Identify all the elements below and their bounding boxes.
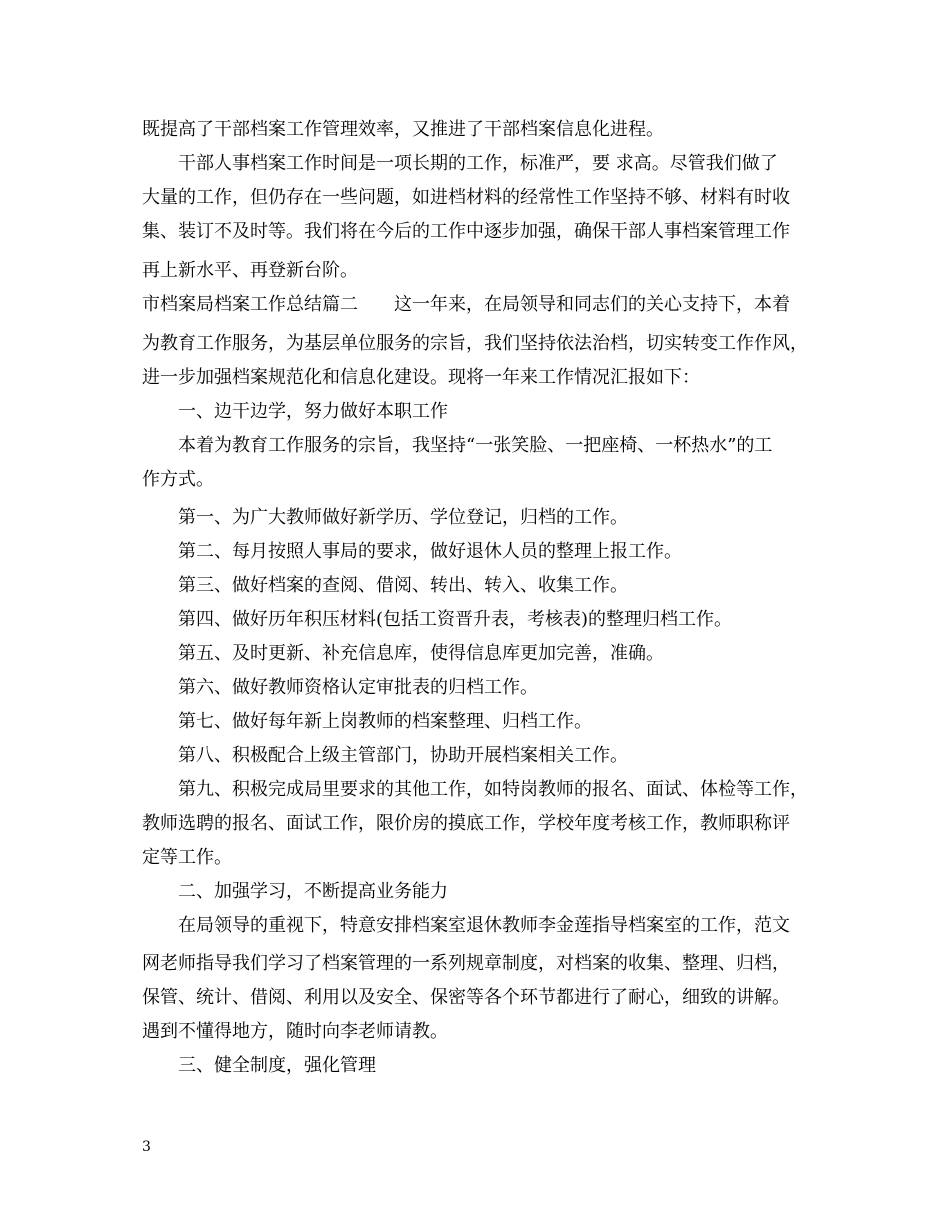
list-item: 第六、做好教师资格认定审批表的归档工作。 xyxy=(178,677,538,698)
list-item: 第二、每月按照人事局的要求，做好退休人员的整理上报工作。 xyxy=(178,541,682,562)
list-item: 第八、积极配合上级主管部门，协助开展档案相关工作。 xyxy=(178,745,628,766)
section-heading: 市档案局档案工作总结篇二 这一年来，在局领导和同志们的关心支持下，本着 xyxy=(142,294,790,315)
text-line: 再上新水平、再登新台阶。 xyxy=(142,260,358,281)
text-line: 作方式。 xyxy=(142,469,214,490)
text-line: 保管、统计、借阅、利用以及安全、保密等各个环节都进行了耐心，细致的讲解。 xyxy=(142,987,790,1008)
text-line: 集、装订不及时等。我们将在今后的工作中逐步加强，确保干部人事档案管理工作 xyxy=(142,221,790,242)
list-item: 第一、为广大教师做好新学历、学位登记，归档的工作。 xyxy=(178,507,628,528)
list-item: 第三、做好档案的查阅、借阅、转出、转入、收集工作。 xyxy=(178,575,628,596)
text-line: 在局领导的重视下，特意安排档案室退休教师李金莲指导档案室的工作，范文 xyxy=(178,915,790,936)
text-line: 进一步加强档案规范化和信息化建设。现将一年来工作情况汇报如下： xyxy=(142,367,700,388)
list-item: 第七、做好每年新上岗教师的档案整理、归档工作。 xyxy=(178,711,592,732)
list-item: 第九、积极完成局里要求的其他工作，如特岗教师的报名、面试、体检等工作， xyxy=(178,779,808,800)
list-item: 第五、及时更新、补充信息库，使得信息库更加完善，准确。 xyxy=(178,643,664,664)
section-heading: 二、加强学习，不断提高业务能力 xyxy=(178,881,448,902)
text-line: 既提高了干部档案工作管理效率，又推进了干部档案信息化进程。 xyxy=(142,119,664,140)
text-line: 本着为教育工作服务的宗旨，我坚持“一张笑脸、一把座椅、一杯热水”的工 xyxy=(178,435,773,456)
text-line: 网老师指导我们学习了档案管理的一系列规章制度，对档案的收集、整理、归档， xyxy=(142,953,790,974)
list-item: 第四、做好历年积压材料(包括工资晋升表，考核表)的整理归档工作。 xyxy=(178,609,733,630)
section-heading: 一、边干边学，努力做好本职工作 xyxy=(178,401,448,422)
text-line: 遇到不懂得地方，随时向李老师请教。 xyxy=(142,1021,448,1042)
text-line: 为教育工作服务，为基层单位服务的宗旨，我们坚持依法治档，切实转变工作作风， xyxy=(142,333,808,354)
text-line: 干部人事档案工作时间是一项长期的工作，标准严，要 求高。尽管我们做了 xyxy=(178,153,778,174)
section-heading: 三、健全制度，强化管理 xyxy=(178,1055,376,1076)
page-number: 3 xyxy=(142,1139,151,1155)
text-line: 定等工作。 xyxy=(142,847,232,868)
text-line: 教师选聘的报名、面试工作，限价房的摸底工作，学校年度考核工作，教师职称评 xyxy=(142,813,790,834)
text-line: 大量的工作，但仍存在一些问题，如进档材料的经常性工作坚持不够、材料有时收 xyxy=(142,187,790,208)
